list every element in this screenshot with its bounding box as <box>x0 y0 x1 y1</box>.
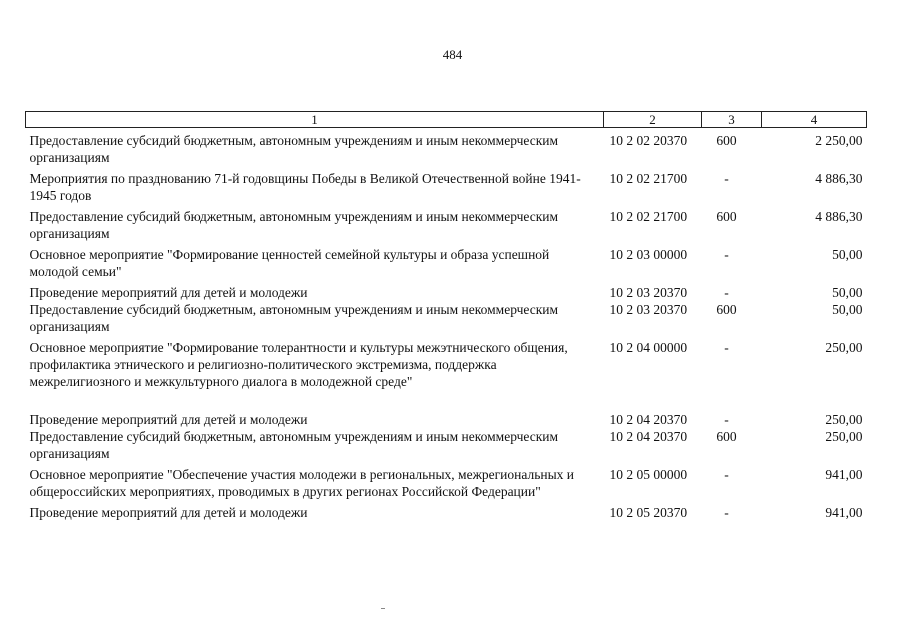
table-body <box>26 128 867 522</box>
row-amount: 50,00 <box>832 285 863 300</box>
row-name: Предоставление субсидий бюджетным, автономным учреждениям и иным некоммерческим организациям <box>29 133 559 165</box>
table-row <box>26 335 867 407</box>
row-code: 10 2 03 00000 <box>609 247 688 262</box>
header-col-1: 1 <box>26 112 604 128</box>
row-type: - <box>724 467 729 482</box>
row-amount: 941,00 <box>825 467 863 482</box>
row-code: 10 2 02 21700 <box>609 209 688 224</box>
row-code: 10 2 02 20370 <box>609 133 688 148</box>
budget-table <box>25 111 867 521</box>
row-amount: 4 886,30 <box>815 209 863 224</box>
scan-speck <box>381 608 385 609</box>
row-code: 10 2 03 20370 <box>609 302 688 317</box>
header-col-4: 4 <box>762 112 867 128</box>
row-type: - <box>724 171 729 186</box>
table-row <box>26 500 867 521</box>
table-row <box>26 242 867 280</box>
row-code: 10 2 05 20370 <box>609 505 688 520</box>
row-amount: 2 250,00 <box>815 133 863 148</box>
row-type: 600 <box>716 133 737 148</box>
row-type: - <box>724 505 729 520</box>
row-type: - <box>724 285 729 300</box>
row-type: 600 <box>716 209 737 224</box>
page-number: 484 <box>442 47 463 62</box>
row-code: 10 2 05 00000 <box>609 467 688 482</box>
row-name: Основное мероприятие "Обеспечение участия молодежи в региональных, межрегиональных и общероссийских мероприятиях, проводимых в других регионах Российской Федерации" <box>29 467 575 499</box>
row-name: Мероприятия по празднованию 71-й годовщины Победы в Великой Отечественной войне 1941-1945 годов <box>29 171 581 203</box>
row-name: Основное мероприятие "Формирование ценностей семейной культуры и образа успешной молодой семьи" <box>29 247 550 279</box>
row-name: Проведение мероприятий для детей и молодежи <box>29 505 308 520</box>
row-name: Предоставление субсидий бюджетным, автономным учреждениям и иным некоммерческим организациям <box>29 302 559 334</box>
table-row <box>26 280 867 301</box>
row-amount: 50,00 <box>832 247 863 262</box>
row-amount: 250,00 <box>825 340 863 355</box>
row-amount: 250,00 <box>825 429 863 444</box>
row-name: Основное мероприятие "Формирование толерантности и культуры межэтнического общения, профилактика этнического и религиозно-политического экстремизма, поддержка межрелигиозного и межкультурного диалога в молодежной среде" <box>29 340 568 389</box>
row-code: 10 2 04 20370 <box>609 412 688 427</box>
header-col-2: 2 <box>604 112 702 128</box>
row-type: 600 <box>716 302 737 317</box>
table-row <box>26 407 867 428</box>
row-type: - <box>724 340 729 355</box>
table-row <box>26 428 867 462</box>
row-type: 600 <box>716 429 737 444</box>
row-type: - <box>724 412 729 427</box>
row-amount: 250,00 <box>825 412 863 427</box>
row-amount: 4 886,30 <box>815 171 863 186</box>
header-col-3: 3 <box>702 112 762 128</box>
table-row <box>26 128 867 167</box>
table-row <box>26 462 867 500</box>
row-name: Проведение мероприятий для детей и молодежи <box>29 412 308 427</box>
row-name: Предоставление субсидий бюджетным, автономным учреждениям и иным некоммерческим организациям <box>29 429 559 461</box>
row-name: Проведение мероприятий для детей и молодежи <box>29 285 308 300</box>
row-code: 10 2 03 20370 <box>609 285 688 300</box>
header-row <box>26 112 867 128</box>
table-row <box>26 204 867 242</box>
table-row <box>26 301 867 335</box>
row-type: - <box>724 247 729 262</box>
row-amount: 50,00 <box>832 302 863 317</box>
row-amount: 941,00 <box>825 505 863 520</box>
row-code: 10 2 04 00000 <box>609 340 688 355</box>
table-row <box>26 166 867 204</box>
row-code: 10 2 02 21700 <box>609 171 688 186</box>
table-header <box>26 112 867 128</box>
row-code: 10 2 04 20370 <box>609 429 688 444</box>
row-name: Предоставление субсидий бюджетным, автономным учреждениям и иным некоммерческим организациям <box>29 209 559 241</box>
